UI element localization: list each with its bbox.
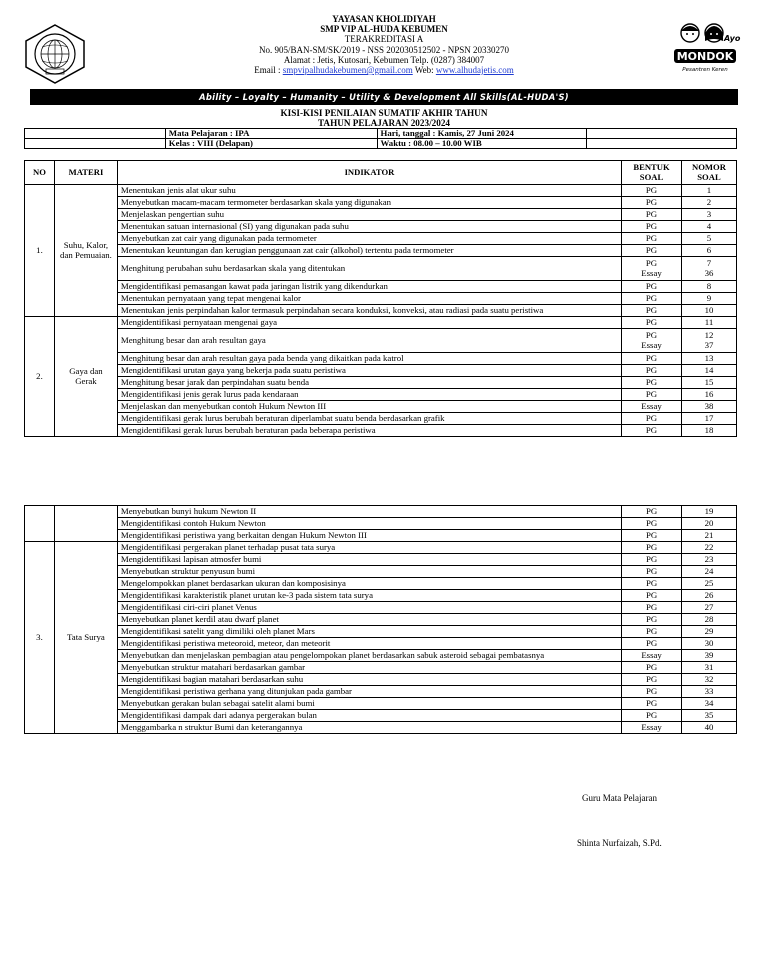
bentuk-cell: PG <box>622 614 682 626</box>
website-link[interactable]: www.alhudajetis.com <box>435 65 514 76</box>
indikator-cell: Menghitung perubahan suhu berdasarkan skala yang ditentukan <box>117 257 621 281</box>
indikator-cell: Mengidentifikasi peristiwa yang berkaitan dengan Hukum Newton III <box>117 530 621 542</box>
table-row <box>25 317 737 329</box>
accreditation: TERAKREDITASI A <box>344 34 424 45</box>
table-row <box>25 710 737 722</box>
nomor-cell: 7 36 <box>681 257 736 281</box>
bentuk-cell: PG <box>622 662 682 674</box>
bentuk-cell: PG <box>622 293 682 305</box>
section-materi: Tata Surya <box>54 542 117 734</box>
bentuk-cell: PG <box>622 674 682 686</box>
class: Kelas : VIII (Delapan) <box>165 139 377 149</box>
web-label: Web: <box>412 65 436 76</box>
contact-line <box>0 65 768 75</box>
table-row <box>25 293 737 305</box>
signature-name: Shinta Nurfaizah, S.Pd. <box>577 838 662 848</box>
motto-banner: Ability – Loyalty – Humanity – Utility & Development All Skills(AL-HUDA'S) <box>30 89 738 105</box>
bentuk-cell: PG <box>622 554 682 566</box>
bentuk-cell: PG <box>622 389 682 401</box>
exam-time: Waktu : 08.00 – 10.00 WIB <box>377 139 587 149</box>
bentuk-cell: PG <box>622 197 682 209</box>
table-row <box>25 638 737 650</box>
section-number: 2. <box>25 317 55 437</box>
bentuk-cell: PG <box>622 221 682 233</box>
table-row <box>25 329 737 353</box>
indikator-cell: Mengidentifikasi pemasangan kawat pada jaringan listrik yang dikendurkan <box>117 281 621 293</box>
indikator-cell: Menyebutkan zat cair yang digunakan pada termometer <box>117 233 621 245</box>
nomor-cell: 34 <box>682 698 737 710</box>
bentuk-cell: PG <box>622 209 682 221</box>
table-row <box>25 614 737 626</box>
nomor-cell: 31 <box>682 662 737 674</box>
bentuk-cell: PG <box>622 425 682 437</box>
logo-main-text: MONDOK <box>676 50 734 63</box>
bentuk-cell: PG <box>622 233 682 245</box>
letterhead <box>0 14 768 75</box>
foundation-name: YAYASAN KHOLIDIYAH <box>332 14 436 24</box>
bentuk-cell: Essay <box>622 401 682 413</box>
nomor-cell: 21 <box>682 530 737 542</box>
table-row <box>25 401 737 413</box>
grid-table-page-2 <box>24 505 737 734</box>
nomor-cell: 2 <box>681 197 736 209</box>
indikator-cell: Menentukan jenis perpindahan kalor termasuk perpindahan secara konduksi, konveksi, atau radiasi pada suatu peristiwa <box>117 305 621 317</box>
indikator-cell: Mengidentifikasi pernyataan mengenai gaya <box>117 317 621 329</box>
indikator-cell: Menentukan keuntungan dan kerugian penggunaan zat cair (alkohol) tertentu pada termometer <box>117 245 621 257</box>
indikator-cell: Mengidentifikasi pergerakan planet terhadap pusat tata surya <box>117 542 621 554</box>
logo-sub-text: Pesantren Keren <box>682 67 728 73</box>
indikator-cell: Mengelompokkan planet berdasarkan ukuran dan komposisinya <box>117 578 621 590</box>
academic-year: TAHUN PELAJARAN 2023/2024 <box>317 118 451 128</box>
indikator-cell: Menentukan jenis alat ukur suhu <box>117 185 621 197</box>
indikator-cell: Menggambarka n struktur Bumi dan keterangannya <box>117 722 621 734</box>
section-number <box>25 506 55 542</box>
table-row <box>25 209 737 221</box>
section-materi: Suhu, Kalor, dan Pemuaian. <box>54 185 117 317</box>
table-row <box>25 518 737 530</box>
bentuk-cell: PG <box>622 638 682 650</box>
bentuk-cell: PG <box>622 698 682 710</box>
nomor-cell: 25 <box>682 578 737 590</box>
nomor-cell: 28 <box>682 614 737 626</box>
table-row <box>25 674 737 686</box>
indikator-cell: Mengidentifikasi ciri-ciri planet Venus <box>117 602 621 614</box>
bentuk-cell: PG <box>622 686 682 698</box>
bentuk-cell: PG <box>622 590 682 602</box>
nomor-cell: 5 <box>681 233 736 245</box>
indikator-cell: Mengidentifikasi karakteristik planet urutan ke-3 pada sistem tata surya <box>117 590 621 602</box>
nomor-cell: 18 <box>681 425 736 437</box>
indikator-cell: Mengidentifikasi jenis gerak lurus pada kendaraan <box>117 389 621 401</box>
table-row <box>25 602 737 614</box>
indikator-cell: Menghitung besar dan arah resultan gaya pada benda yang dikaitkan pada katrol <box>117 353 621 365</box>
indikator-cell: Menyebutkan planet kerdil atau dwarf planet <box>117 614 621 626</box>
nomor-cell: 15 <box>681 377 736 389</box>
table-row <box>25 257 737 281</box>
indikator-cell: Mengidentifikasi lapisan atmosfer bumi <box>117 554 621 566</box>
bentuk-cell: PG <box>622 377 682 389</box>
indikator-cell: Menyebutkan macam-macam termometer berdasarkan skala yang digunakan <box>117 197 621 209</box>
header-nomor-soal: BENTUK SOAL <box>622 161 682 185</box>
header-no: NO <box>25 161 55 185</box>
indikator-cell: Menyebutkan gerakan bulan sebagai satelit alami bumi <box>117 698 621 710</box>
nomor-cell: 9 <box>681 293 736 305</box>
table-row <box>25 722 737 734</box>
table-row <box>25 626 737 638</box>
nomor-cell: 29 <box>682 626 737 638</box>
nomor-cell: 13 <box>681 353 736 365</box>
indikator-cell: Mengidentifikasi gerak lurus berubah beraturan pada beberapa peristiwa <box>117 425 621 437</box>
section-materi <box>54 506 117 542</box>
header-bentuk-soal: NOMOR SOAL <box>681 161 736 185</box>
nomor-cell: 14 <box>681 365 736 377</box>
indikator-cell: Menyebutkan bunyi hukum Newton II <box>117 506 621 518</box>
bentuk-cell: PG <box>622 506 682 518</box>
grid-body-2 <box>25 506 737 734</box>
table-row <box>25 425 737 437</box>
nomor-cell: 39 <box>682 650 737 662</box>
nomor-cell: 38 <box>681 401 736 413</box>
email-link[interactable]: smpvipalhudakebumen@gmail.com <box>282 65 413 76</box>
bentuk-cell: PG <box>622 185 682 197</box>
bentuk-cell: PG <box>622 602 682 614</box>
indikator-cell: Menentukan satuan internasional (SI) yang digunakan pada suhu <box>117 221 621 233</box>
table-row <box>25 185 737 197</box>
nomor-cell: 40 <box>682 722 737 734</box>
section-materi: Gaya dan Gerak <box>54 317 117 437</box>
indikator-cell: Menjelaskan pengertian suhu <box>117 209 621 221</box>
bentuk-cell: Essay <box>622 722 682 734</box>
bentuk-cell: PG <box>622 578 682 590</box>
indikator-cell: Menghitung besar dan arah resultan gaya <box>117 329 621 353</box>
bentuk-cell: PG <box>622 245 682 257</box>
email-label: Email : <box>254 65 283 76</box>
bentuk-cell: PG <box>622 542 682 554</box>
bentuk-cell: PG <box>622 281 682 293</box>
nomor-cell: 23 <box>682 554 737 566</box>
table-row <box>25 245 737 257</box>
school-name: SMP VIP AL-HUDA KEBUMEN <box>320 24 448 35</box>
indikator-cell: Mengidentifikasi satelit yang dimiliki oleh planet Mars <box>117 626 621 638</box>
nomor-cell: 19 <box>682 506 737 518</box>
table-row <box>25 698 737 710</box>
grid-body-1 <box>25 185 737 437</box>
table-row <box>25 590 737 602</box>
table-row <box>25 233 737 245</box>
bentuk-cell: PG <box>622 530 682 542</box>
address: Alamat : Jetis, Kutosari, Kebumen Telp. (0287) 384007 <box>283 54 485 65</box>
indikator-cell: Mengidentifikasi bagian matahari berdasarkan suhu <box>117 674 621 686</box>
table-row <box>25 578 737 590</box>
bentuk-cell: PG Essay <box>622 329 682 353</box>
table-row <box>25 413 737 425</box>
indikator-cell: Menghitung besar jarak dan perpindahan suatu benda <box>117 377 621 389</box>
nomor-cell: 12 37 <box>681 329 736 353</box>
nomor-cell: 33 <box>682 686 737 698</box>
nomor-cell: 17 <box>681 413 736 425</box>
nomor-cell: 26 <box>682 590 737 602</box>
indikator-cell: Mengidentifikasi dampak dari adanya pergerakan bulan <box>117 710 621 722</box>
bentuk-cell: PG <box>622 566 682 578</box>
bentuk-cell: PG <box>622 317 682 329</box>
indikator-cell: Menentukan pernyataan yang tepat mengenai kalor <box>117 293 621 305</box>
bentuk-cell: Essay <box>622 650 682 662</box>
nomor-cell: 24 <box>682 566 737 578</box>
indikator-cell: Mengidentifikasi peristiwa meteoroid, meteor, dan meteorit <box>117 638 621 650</box>
exam-date: Hari, tanggal : Kamis, 27 Juni 2024 <box>377 129 587 139</box>
nomor-cell: 30 <box>682 638 737 650</box>
bentuk-cell: PG <box>622 353 682 365</box>
nomor-cell: 8 <box>681 281 736 293</box>
bentuk-cell: PG <box>622 305 682 317</box>
indikator-cell: Menyebutkan dan menjelaskan pembagian atau pengelompokan planet berdasarkan sabuk asteroid sebagai pembatasnya <box>117 650 621 662</box>
table-row <box>25 221 737 233</box>
bentuk-cell: PG <box>622 710 682 722</box>
indikator-cell: Menjelaskan dan menyebutkan contoh Hukum Newton III <box>117 401 621 413</box>
exam-info-table <box>24 128 737 149</box>
nomor-cell: 32 <box>682 674 737 686</box>
nomor-cell: 11 <box>681 317 736 329</box>
bentuk-cell: PG <box>622 626 682 638</box>
indikator-cell: Mengidentifikasi urutan gaya yang bekerja pada suatu peristiwa <box>117 365 621 377</box>
header-indikator: INDIKATOR <box>117 161 621 185</box>
bentuk-cell: PG <box>622 365 682 377</box>
section-number: 3. <box>25 542 55 734</box>
bentuk-cell: PG <box>622 413 682 425</box>
signature-role: Guru Mata Pelajaran <box>582 793 657 803</box>
table-row <box>25 506 737 518</box>
indikator-cell: Mengidentifikasi gerak lurus berubah beraturan diperlambat suatu benda berdasarkan grafik <box>117 413 621 425</box>
table-row <box>25 197 737 209</box>
nomor-cell: 20 <box>682 518 737 530</box>
nomor-cell: 35 <box>682 710 737 722</box>
indikator-cell: Menyebutkan struktur penyusun bumi <box>117 566 621 578</box>
grid-table-page-1 <box>24 160 737 437</box>
nomor-cell: 10 <box>681 305 736 317</box>
header-materi: MATERI <box>54 161 117 185</box>
section-number: 1. <box>25 185 55 317</box>
nomor-cell: 22 <box>682 542 737 554</box>
nomor-cell: 6 <box>681 245 736 257</box>
nomor-cell: 1 <box>681 185 736 197</box>
table-row <box>25 686 737 698</box>
table-row <box>25 662 737 674</box>
nomor-cell: 3 <box>681 209 736 221</box>
nomor-cell: 16 <box>681 389 736 401</box>
indikator-cell: Mengidentifikasi contoh Hukum Newton <box>117 518 621 530</box>
nomor-cell: 4 <box>681 221 736 233</box>
bentuk-cell: PG <box>622 518 682 530</box>
bentuk-cell: PG Essay <box>622 257 682 281</box>
nomor-cell: 27 <box>682 602 737 614</box>
title: KISI-KISI PENILAIAN SUMATIF AKHIR TAHUN <box>280 108 488 118</box>
indikator-cell: Menyebutkan struktur matahari berdasarkan gambar <box>117 662 621 674</box>
table-row <box>25 353 737 365</box>
logo-top-text: Ayo <box>724 34 741 43</box>
table-row <box>25 530 737 542</box>
table-row <box>25 566 737 578</box>
table-row <box>25 377 737 389</box>
table-row <box>25 650 737 662</box>
table-row <box>25 542 737 554</box>
table-row <box>25 389 737 401</box>
table-row <box>25 281 737 293</box>
document-title <box>0 108 768 128</box>
indikator-cell: Mengidentifikasi peristiwa gerhana yang ditunjukan pada gambar <box>117 686 621 698</box>
subject: Mata Pelajaran : IPA <box>165 129 377 139</box>
registration-numbers: No. 905/BAN-SM/SK/2019 - NSS 202030512502 - NPSN 20330270 <box>258 44 510 55</box>
table-row <box>25 365 737 377</box>
table-row <box>25 305 737 317</box>
table-row <box>25 554 737 566</box>
